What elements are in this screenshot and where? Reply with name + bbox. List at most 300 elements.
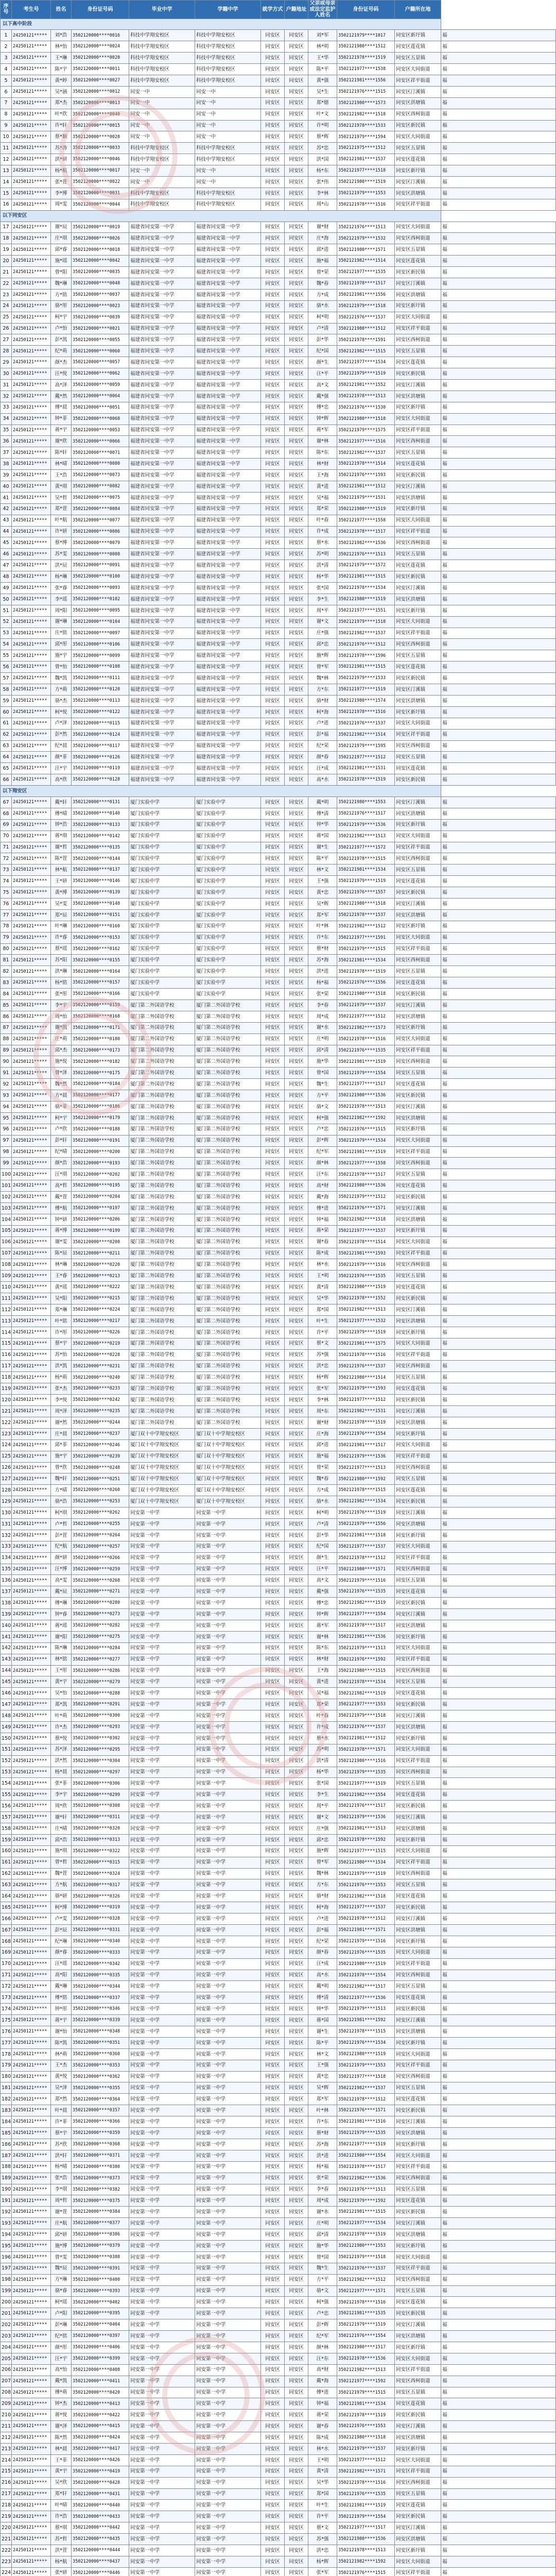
table-cell: 吴*怡 xyxy=(51,1688,72,1699)
table-cell: 3502120000****0097 xyxy=(72,628,129,639)
table-cell: 24250121***** xyxy=(12,2398,51,2410)
table-cell: 同安区 xyxy=(285,1620,308,1631)
table-row xyxy=(1,1778,556,1789)
table-cell: 同安区洪塘镇 xyxy=(395,1823,441,1835)
table-cell: 同安区 xyxy=(285,176,308,188)
table-cell: 纪*荣 xyxy=(308,740,337,752)
table-cell: 同安区 xyxy=(261,1045,285,1056)
row-number: 16 xyxy=(1,199,12,210)
table-cell: 福建省同安第一中学 xyxy=(129,594,195,605)
table-cell: 科技中学翔安校区 xyxy=(195,53,261,64)
table-cell: 同安区五显镇 xyxy=(395,1575,441,1586)
table-cell: 厦门第二外国语学校 xyxy=(129,1282,195,1293)
table-cell: 同安区 xyxy=(261,2387,285,2398)
table-row xyxy=(1,2026,556,2038)
table-cell: 3502120000****0066 xyxy=(72,436,129,447)
table-cell: 福 xyxy=(441,188,556,199)
table-cell: 周*阳 xyxy=(51,605,72,616)
table-cell: 同安区五显镇 xyxy=(395,1676,441,1688)
table-cell: 同安第一中学 xyxy=(195,2488,261,2500)
table-cell: 厦门第二外国语学校 xyxy=(129,1349,195,1361)
table-cell: 福建省同安第一中学 xyxy=(195,300,261,312)
table-cell: 福 xyxy=(441,1925,556,1936)
table-cell: 同安区大同街道 xyxy=(395,1541,441,1552)
table-cell: 同安区莲花镇 xyxy=(395,1688,441,1699)
table-cell: 同安第一中学 xyxy=(129,2364,195,2376)
table-cell: 厦门第二外国语学校 xyxy=(129,1158,195,1169)
table-cell: 3502120000****0257 xyxy=(72,1541,129,1552)
table-cell: 同安区西柯街道 xyxy=(395,2071,441,2082)
table-cell: 3502120000****0017 xyxy=(72,165,129,177)
table-cell: 同安区 xyxy=(261,2432,285,2444)
table-cell: 3502121981****1519 xyxy=(337,1146,395,1158)
table-cell: 同安一中 xyxy=(195,109,261,120)
table-cell: 福 xyxy=(441,1011,556,1022)
table-cell: 同安区莲花镇 xyxy=(395,41,441,53)
table-cell: 同安区 xyxy=(285,571,308,583)
table-cell: 厦门第二外国语学校 xyxy=(129,1225,195,1236)
table-cell: 厦门双十中学翔安校区 xyxy=(195,1439,261,1451)
table-cell: 同安区 xyxy=(261,1654,285,1665)
table-cell: 3502121979****1533 xyxy=(337,673,395,684)
row-number: 42 xyxy=(1,503,12,515)
table-cell: 高*阳 xyxy=(51,1970,72,1981)
table-cell: 3502120000****0086 xyxy=(72,526,129,537)
table-cell: 3502121976****1512 xyxy=(337,639,395,650)
table-cell: 同安区西柯街道 xyxy=(395,1361,441,1372)
row-number: 9 xyxy=(1,120,12,131)
table-row xyxy=(1,2308,556,2319)
table-cell: 同安区五显镇 xyxy=(395,346,441,357)
table-cell: 王*强 xyxy=(308,2060,337,2071)
table-cell: 同安第一中学 xyxy=(129,2454,195,2466)
table-cell: 24250121***** xyxy=(12,1564,51,1575)
table-cell: 同安区大同街道 xyxy=(395,718,441,729)
table-cell: 3502121982****1518 xyxy=(337,1891,395,1902)
table-cell: 李*瑶 xyxy=(51,594,72,605)
table-cell: 3502120000****0077 xyxy=(72,515,129,526)
table-cell: 郑*德 xyxy=(308,97,337,109)
table-cell: 许*妍 xyxy=(51,526,72,537)
table-cell: 同安区汀溪镇 xyxy=(395,481,441,493)
table-cell: 方*东 xyxy=(308,1879,337,1891)
row-number: 194 xyxy=(1,2229,12,2241)
table-cell: 福 xyxy=(441,1372,556,1383)
table-cell: 柯*明 xyxy=(308,1507,337,1519)
table-cell: 同安区 xyxy=(261,300,285,312)
table-cell: 厦门第二外国语学校 xyxy=(129,1293,195,1304)
table-cell: 蒋*博 xyxy=(51,1225,72,1236)
table-cell: 3502121982****1519 xyxy=(337,1598,395,1609)
table-cell: 24250121***** xyxy=(12,1710,51,1722)
table-cell: 同安区祥平街道 xyxy=(395,1552,441,1564)
table-cell: 同安区祥平街道 xyxy=(395,2466,441,2477)
table-cell: 厦门双十中学翔安校区 xyxy=(195,1451,261,1462)
column-header: 身份证号码 xyxy=(72,1,129,19)
row-number: 152 xyxy=(1,1755,12,1767)
table-cell: 福 xyxy=(441,2128,556,2139)
table-cell: 24250121***** xyxy=(12,503,51,515)
table-cell: 同安区莲花镇 xyxy=(395,459,441,470)
table-cell: 福 xyxy=(441,605,556,616)
table-cell: 24250121***** xyxy=(12,1925,51,1936)
table-cell: 同安区 xyxy=(261,267,285,278)
table-cell: 福 xyxy=(441,1112,556,1124)
table-row xyxy=(1,1992,556,2004)
table-cell: 24250121***** xyxy=(12,1451,51,1462)
table-cell: 苏*海 xyxy=(308,2139,337,2150)
table-cell: 戴*然 xyxy=(51,391,72,402)
table-cell: 福 xyxy=(441,1676,556,1688)
table-cell: 颜*生 xyxy=(308,357,337,368)
table-cell: 24250121***** xyxy=(12,1259,51,1270)
table-cell: 同安区 xyxy=(261,1642,285,1654)
table-cell: 福 xyxy=(441,932,556,943)
table-cell: 3502121979****1519 xyxy=(337,368,395,380)
table-cell: 苏*哲 xyxy=(51,2534,72,2545)
table-cell: 同安第一中学 xyxy=(129,2410,195,2421)
table-cell: 蒋*荣 xyxy=(308,1225,337,1236)
table-cell: 福 xyxy=(441,1564,556,1575)
table-cell: 同安区莲花镇 xyxy=(395,2195,441,2207)
table-cell: 3502121980****1519 xyxy=(337,2048,395,2060)
table-cell: 施*辉 xyxy=(308,650,337,662)
table-cell: 3502120000****0128 xyxy=(72,774,129,786)
table-cell: 3502120000****0042 xyxy=(72,256,129,267)
table-cell: 同安第一中学 xyxy=(195,2105,261,2116)
table-cell: 同安区洪塘镇 xyxy=(395,2432,441,2444)
table-row xyxy=(1,1236,556,1248)
row-number: 46 xyxy=(1,549,12,560)
table-cell: 24250121***** xyxy=(12,1688,51,1699)
table-cell: 3502121978****1534 xyxy=(337,1676,395,1688)
table-cell: 3502120000****0021 xyxy=(72,323,129,334)
table-cell: 3502121980****1573 xyxy=(337,97,395,109)
table-cell: 同安第一中学 xyxy=(195,2454,261,2466)
table-cell: 同安第一中学 xyxy=(195,1744,261,1755)
table-cell: 3502120000****0424 xyxy=(72,2432,129,2444)
table-cell: 同安区汀溪镇 xyxy=(395,1609,441,1620)
table-cell: 同安第一中学 xyxy=(195,2556,261,2567)
table-cell: 同安第一中学 xyxy=(129,2319,195,2331)
table-cell: 24250121***** xyxy=(12,244,51,256)
table-cell: 3502120000****0079 xyxy=(72,537,129,549)
table-cell: 邱*进 xyxy=(308,244,337,256)
table-cell: 同安区 xyxy=(261,1428,285,1439)
table-cell: 叶*春 xyxy=(308,515,337,526)
row-number: 149 xyxy=(1,1721,12,1733)
table-cell: 同安区祥平街道 xyxy=(395,1248,441,1259)
table-cell: 福建省同安第一中学 xyxy=(195,583,261,594)
table-cell: 同安区 xyxy=(285,1699,308,1710)
table-cell: 3502121982****1517 xyxy=(337,1981,395,1992)
table-cell: 24250121***** xyxy=(12,470,51,481)
table-cell: 同安区 xyxy=(261,2004,285,2015)
table-cell: 24250121***** xyxy=(12,2410,51,2421)
section-header-row xyxy=(1,19,556,30)
table-cell: 同安区大同街道 xyxy=(395,1845,441,1857)
table-row xyxy=(1,662,556,673)
table-cell: 同安区 xyxy=(261,492,285,503)
table-cell: 24250121***** xyxy=(12,2421,51,2432)
table-cell: 福 xyxy=(441,2454,556,2466)
row-number: 205 xyxy=(1,2353,12,2364)
row-number: 144 xyxy=(1,1665,12,1676)
table-cell: 24250121***** xyxy=(12,2274,51,2285)
table-cell: 3502120000****0313 xyxy=(72,1834,129,1845)
table-cell: 3502121982****1536 xyxy=(337,2173,395,2184)
table-cell: 同安第一中学 xyxy=(129,2432,195,2444)
table-cell: 同安区 xyxy=(285,1496,308,1507)
row-number: 57 xyxy=(1,673,12,684)
table-row xyxy=(1,1552,556,1564)
table-cell: 同安区 xyxy=(285,233,308,244)
table-cell: 颜*浩 xyxy=(51,1158,72,1169)
table-cell: 同安区 xyxy=(285,977,308,989)
table-cell: 24250121***** xyxy=(12,752,51,763)
table-cell: 同安第一中学 xyxy=(195,1620,261,1631)
table-cell: 同安区新民镇 xyxy=(395,1496,441,1507)
table-cell: 同安第一中学 xyxy=(129,2488,195,2500)
row-number: 136 xyxy=(1,1575,12,1586)
table-cell: 同安区 xyxy=(285,2015,308,2026)
table-cell: 同安区祥平街道 xyxy=(395,1146,441,1158)
table-cell: 同安区 xyxy=(261,1225,285,1236)
table-cell: 同安第一中学 xyxy=(129,1801,195,1812)
table-row xyxy=(1,2229,556,2241)
table-cell: 福建省同安第一中学 xyxy=(195,380,261,391)
table-cell: 3502121982****1513 xyxy=(337,2364,395,2376)
row-number: 80 xyxy=(1,943,12,955)
table-cell: 3502120000****0155 xyxy=(72,955,129,966)
table-cell: 同安区 xyxy=(285,1270,308,1282)
table-cell: 同安第一中学 xyxy=(195,2218,261,2229)
table-cell: 福 xyxy=(441,1936,556,1947)
table-cell: 3502120000****0348 xyxy=(72,2026,129,2038)
table-cell: 3502120000****0297 xyxy=(72,1767,129,1778)
table-cell: 林*财 xyxy=(308,1654,337,1665)
table-cell: 邱*彤 xyxy=(51,639,72,650)
table-cell: 同安区 xyxy=(261,64,285,75)
table-cell: 同安区 xyxy=(261,222,285,233)
table-cell: 同安区西柯街道 xyxy=(395,109,441,120)
table-cell: 同安区洪塘镇 xyxy=(395,2229,441,2241)
table-cell: 谢*琳 xyxy=(51,616,72,628)
table-cell: 谢*欣 xyxy=(51,436,72,447)
table-cell: 同安区 xyxy=(261,2376,285,2387)
row-number: 65 xyxy=(1,763,12,774)
table-cell: 福建省同安第一中学 xyxy=(129,481,195,493)
table-cell: 福 xyxy=(441,955,556,966)
table-cell: 同安区 xyxy=(285,1947,308,1958)
table-cell: 同安第一中学 xyxy=(195,2511,261,2522)
table-row xyxy=(1,1857,556,1868)
table-cell: 同安区 xyxy=(261,526,285,537)
table-cell: 厦门第二外国语学校 xyxy=(195,1180,261,1192)
table-cell: 福建省同安第一中学 xyxy=(129,729,195,740)
table-cell: 厦门实验中学 xyxy=(195,819,261,831)
table-cell: 3502120000****0012 xyxy=(72,86,129,97)
table-cell: 3502120000****0186 xyxy=(72,1101,129,1113)
table-cell: 福 xyxy=(441,2184,556,2195)
row-number: 39 xyxy=(1,470,12,481)
table-cell: 同安区 xyxy=(285,323,308,334)
table-cell: 同安区 xyxy=(285,109,308,120)
table-cell: 同安区 xyxy=(261,966,285,977)
table-cell: 同安区 xyxy=(261,131,285,143)
table-row xyxy=(1,1473,556,1485)
row-number: 90 xyxy=(1,1056,12,1067)
table-cell: 福 xyxy=(441,2432,556,2444)
table-cell: 同安区 xyxy=(261,898,285,909)
table-cell: 同安区 xyxy=(285,402,308,413)
table-row xyxy=(1,673,556,684)
table-cell: 同安区洪塘镇 xyxy=(395,1112,441,1124)
table-cell: 吴*涵 xyxy=(51,86,72,97)
table-cell: 3502121978****1516 xyxy=(337,2297,395,2308)
table-cell: 福建省同安第一中学 xyxy=(129,549,195,560)
table-cell: 同安区 xyxy=(285,1970,308,1981)
table-cell: 同安区 xyxy=(285,808,308,819)
table-cell: 同安区 xyxy=(261,1439,285,1451)
table-cell: 福 xyxy=(441,2534,556,2545)
table-cell: 福建省同安第一中学 xyxy=(195,560,261,571)
table-cell: 24250121***** xyxy=(12,1857,51,1868)
table-cell: 科技中学翔安校区 xyxy=(129,75,195,86)
table-row xyxy=(1,1158,556,1169)
table-row xyxy=(1,346,556,357)
table-cell: 福 xyxy=(441,977,556,989)
table-cell: 王*琳 xyxy=(51,53,72,64)
table-cell: 同安区莲花镇 xyxy=(395,1485,441,1496)
table-cell: 同安区 xyxy=(261,943,285,955)
table-cell: 3502121976****1513 xyxy=(337,2184,395,2195)
table-cell: 同安区 xyxy=(285,1676,308,1688)
row-number: 60 xyxy=(1,706,12,718)
table-cell: 3502121977****1553 xyxy=(337,1699,395,1710)
table-cell: 3502121978****1516 xyxy=(337,1349,395,1361)
table-cell: 3502121979****1518 xyxy=(337,616,395,628)
row-number: 109 xyxy=(1,1270,12,1282)
table-cell: 3502120000****0328 xyxy=(72,1913,129,1925)
table-cell: 同安区 xyxy=(285,2511,308,2522)
table-cell: 3502121977****1513 xyxy=(337,1462,395,1473)
table-cell: 福建省同安第一中学 xyxy=(195,740,261,752)
table-cell: 彭*萱 xyxy=(51,1530,72,1541)
table-cell: 厦门实验中学 xyxy=(129,831,195,842)
table-cell: 同安第一中学 xyxy=(129,1631,195,1642)
table-cell: 同安区 xyxy=(261,616,285,628)
table-cell: 福 xyxy=(441,537,556,549)
table-cell: 蔡*财 xyxy=(308,943,337,955)
table-row xyxy=(1,1891,556,1902)
table-cell: 同安区 xyxy=(261,1406,285,1417)
table-cell: 3502121980****1519 xyxy=(337,594,395,605)
table-cell: 同安区 xyxy=(261,1699,285,1710)
table-cell: 同安第一中学 xyxy=(129,2071,195,2082)
table-cell: 同安区 xyxy=(285,2488,308,2500)
table-cell: 福建省同安第一中学 xyxy=(129,616,195,628)
table-row xyxy=(1,2421,556,2432)
table-cell: 同安区 xyxy=(285,1925,308,1936)
table-row xyxy=(1,53,556,64)
table-cell: 同安第一中学 xyxy=(195,2184,261,2195)
table-cell: 同安第一中学 xyxy=(195,2297,261,2308)
table-cell: 林*晨 xyxy=(51,2443,72,2454)
table-cell: 同安区 xyxy=(261,368,285,380)
table-cell: 福 xyxy=(441,1620,556,1631)
table-cell: 3502120000****0342 xyxy=(72,1958,129,1970)
table-cell: 3502120000****0260 xyxy=(72,1485,129,1496)
table-row xyxy=(1,1609,556,1620)
table-cell: 同安一中 xyxy=(129,131,195,143)
table-cell: 曾*怡 xyxy=(51,662,72,673)
table-cell: 福 xyxy=(441,120,556,131)
table-cell: 同安区汀溪镇 xyxy=(395,2218,441,2229)
table-cell: 厦门第二外国语学校 xyxy=(195,1045,261,1056)
table-cell: 福 xyxy=(441,131,556,143)
table-cell: 福建省同安第一中学 xyxy=(195,752,261,763)
table-cell: 3502121981****1534 xyxy=(337,865,395,876)
table-cell: 科技中学翔安校区 xyxy=(129,30,195,41)
table-cell: 同安区 xyxy=(285,2387,308,2398)
table-cell: 同安第一中学 xyxy=(129,2466,195,2477)
table-row xyxy=(1,1936,556,1947)
table-cell: 3502120000****0091 xyxy=(72,560,129,571)
table-cell: 3502121976****1517 xyxy=(337,1801,395,1812)
table-cell: 同安区祥平街道 xyxy=(395,729,441,740)
table-cell: 24250121***** xyxy=(12,1812,51,1823)
table-cell: 同安区祥平街道 xyxy=(395,2161,441,2173)
table-cell: 3502120000****0237 xyxy=(72,1428,129,1439)
table-cell: 3502121981****1519 xyxy=(337,1056,395,1067)
table-cell: 3502120000****0279 xyxy=(72,1676,129,1688)
row-number: 21 xyxy=(1,267,12,278)
table-cell: 王*菲 xyxy=(51,2454,72,2466)
table-cell: 林*萌 xyxy=(51,2048,72,2060)
table-cell: 同安区新民镇 xyxy=(395,1902,441,1913)
table-cell: 同安区 xyxy=(261,2026,285,2038)
table-cell: 3502120000****0193 xyxy=(72,1158,129,1169)
table-cell: 3502120000****0140 xyxy=(72,808,129,819)
table-cell: 陈*琳 xyxy=(51,1642,72,1654)
table-cell: 同安第一中学 xyxy=(129,2556,195,2567)
table-cell: 洪*国 xyxy=(308,154,337,165)
table-cell: 3502120000****0433 xyxy=(72,2511,129,2522)
table-cell: 同安第一中学 xyxy=(129,1868,195,1879)
table-cell: 3502121979****1519 xyxy=(337,876,395,887)
table-cell: 同安第一中学 xyxy=(195,1688,261,1699)
table-cell: 厦门实验中学 xyxy=(129,898,195,909)
row-number: 23 xyxy=(1,289,12,300)
table-cell: 吴*生 xyxy=(308,86,337,97)
table-cell: 同安区 xyxy=(261,999,285,1011)
table-cell: 3502121980****1592 xyxy=(337,1473,395,1485)
table-cell: 3502121978****1513 xyxy=(337,391,395,402)
table-cell: 施*琪 xyxy=(51,1845,72,1857)
table-cell: 3502120000****0293 xyxy=(72,1721,129,1733)
table-cell: 曾*泽 xyxy=(51,1067,72,1079)
table-cell: 同安区 xyxy=(261,932,285,943)
row-number: 183 xyxy=(1,2105,12,2116)
table-cell: 福 xyxy=(441,2207,556,2218)
table-cell: 福建省同安第一中学 xyxy=(129,357,195,368)
table-cell: 3502120000****0224 xyxy=(72,1304,129,1316)
table-cell: 同安区 xyxy=(285,120,308,131)
table-cell: 同安第一中学 xyxy=(129,1845,195,1857)
row-number: 211 xyxy=(1,2421,12,2432)
table-cell: 福 xyxy=(441,2195,556,2207)
